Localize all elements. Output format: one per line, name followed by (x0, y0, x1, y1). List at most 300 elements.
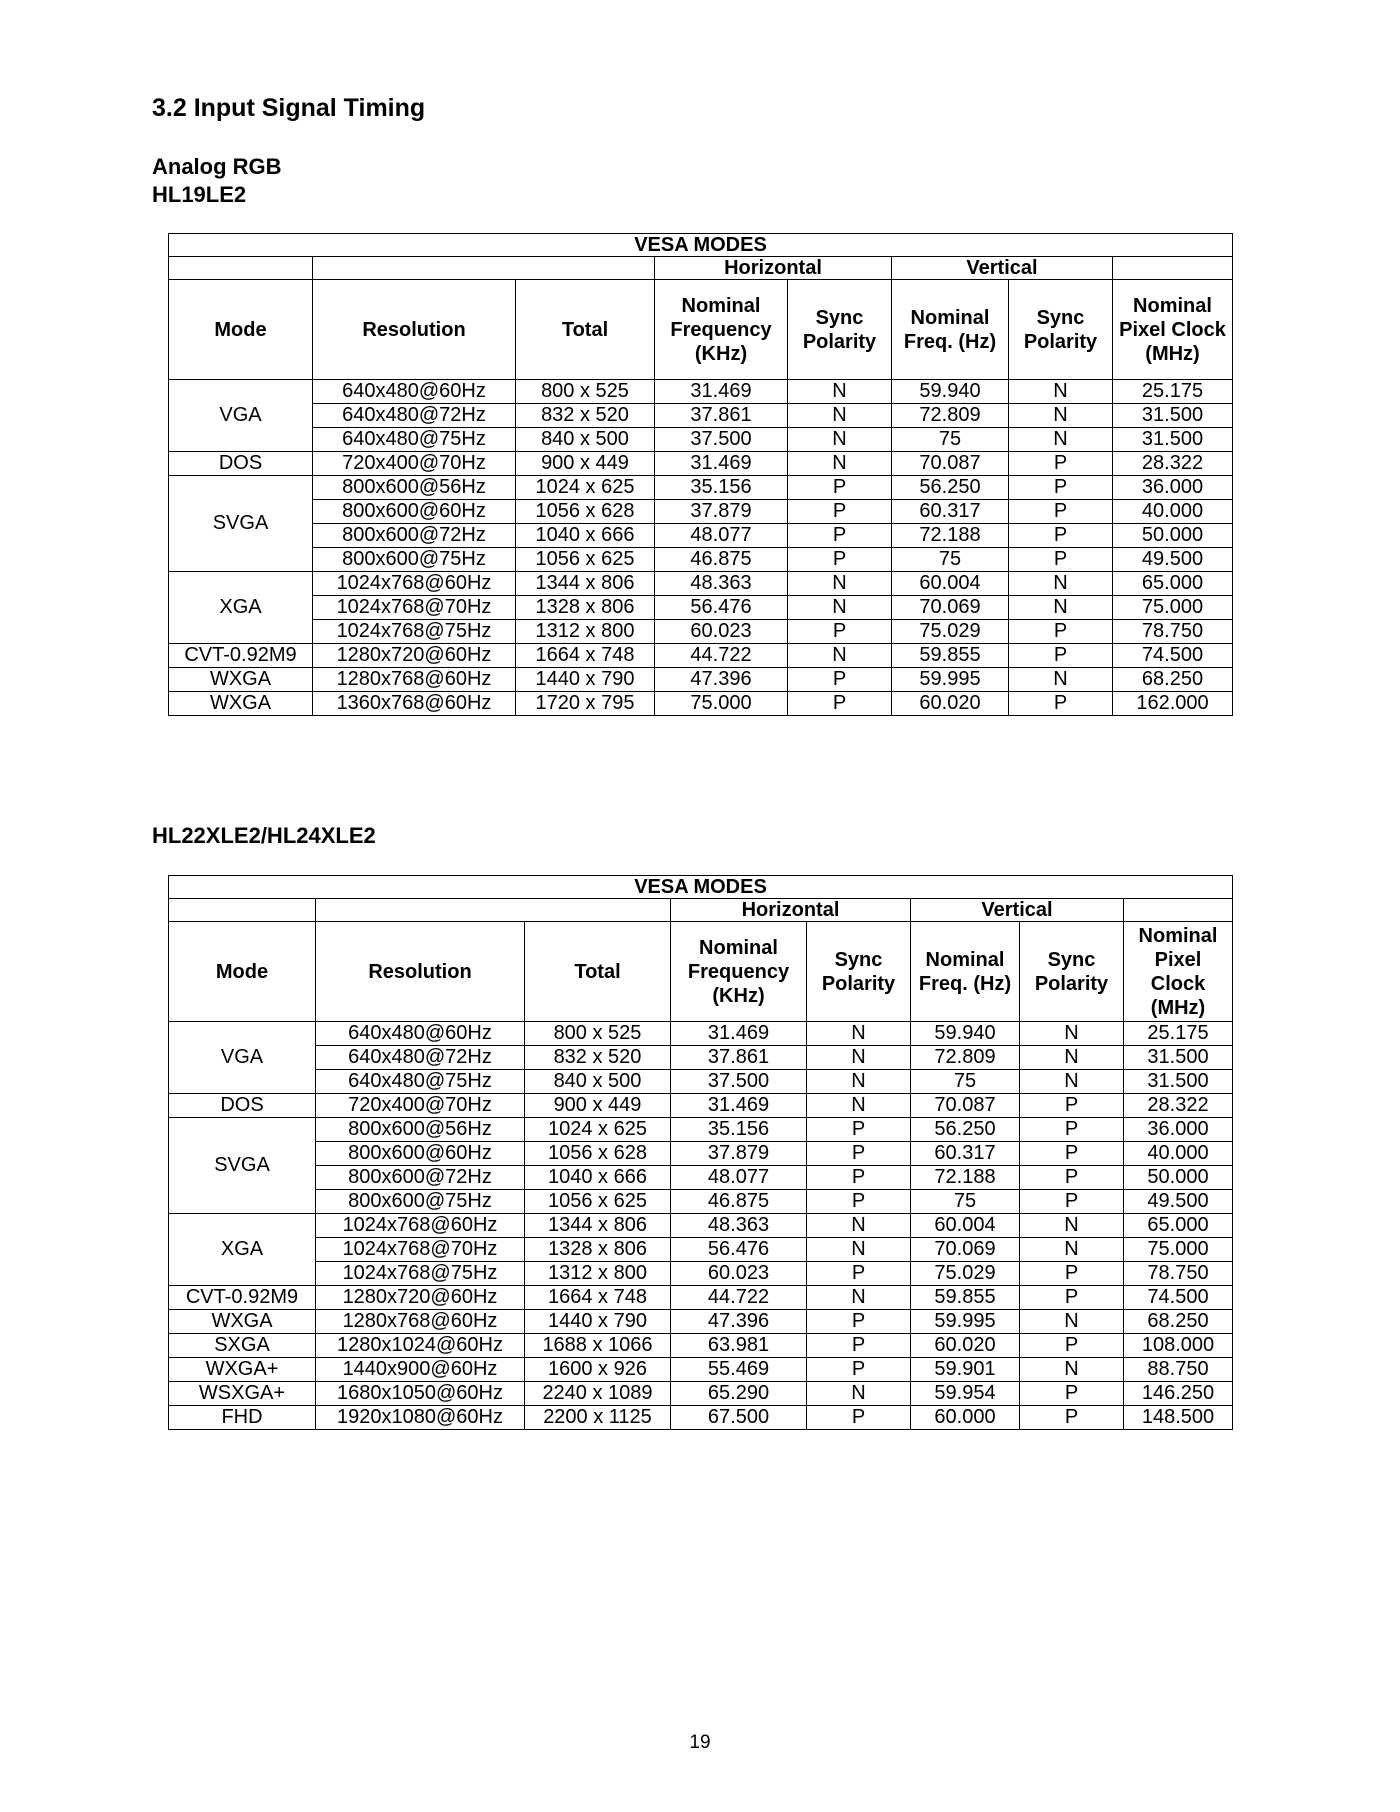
resolution-cell: 1680x1050@60Hz (316, 1382, 525, 1406)
mode-cell: VGA (169, 380, 313, 452)
total-cell: 1344 x 806 (516, 572, 655, 596)
table-row (169, 548, 1233, 572)
resolution-cell: 1280x768@60Hz (313, 668, 516, 692)
table-row (169, 1142, 1233, 1166)
v-frequency-cell: 75 (911, 1190, 1020, 1214)
resolution-column-header: Resolution (313, 280, 516, 380)
h-sync-cell: N (807, 1238, 911, 1262)
v-frequency-cell: 59.954 (911, 1382, 1020, 1406)
resolution-cell: 1024x768@75Hz (313, 620, 516, 644)
pixel-clock-cell: 75.000 (1124, 1238, 1233, 1262)
resolution-cell: 720x400@70Hz (316, 1094, 525, 1118)
v-sync-cell: N (1020, 1022, 1124, 1046)
vertical-group-header: Vertical (892, 257, 1113, 280)
v-frequency-cell: 75.029 (911, 1262, 1020, 1286)
table-row (169, 620, 1233, 644)
empty-header-cell (169, 899, 316, 922)
h-sync-cell: N (788, 404, 892, 428)
v-frequency-cell: 59.995 (911, 1310, 1020, 1334)
table-row (169, 1046, 1233, 1070)
table-row (169, 692, 1233, 716)
v-frequency-cell: 59.901 (911, 1358, 1020, 1382)
v-sync-cell: P (1020, 1382, 1124, 1406)
v-sync-cell: N (1009, 428, 1113, 452)
pixel-clock-cell: 25.175 (1124, 1022, 1233, 1046)
resolution-cell: 1024x768@60Hz (316, 1214, 525, 1238)
v-frequency-cell: 75.029 (892, 620, 1009, 644)
table-row (169, 404, 1233, 428)
table-body (169, 380, 1233, 716)
v-sync-cell: N (1020, 1046, 1124, 1070)
pixel-clock-cell: 28.322 (1113, 452, 1233, 476)
resolution-cell: 640x480@75Hz (313, 428, 516, 452)
signal-type-heading (152, 153, 282, 209)
empty-header-cell (316, 899, 671, 922)
resolution-cell: 800x600@60Hz (316, 1142, 525, 1166)
v-sync-cell: P (1009, 620, 1113, 644)
h-frequency-cell: 48.077 (655, 524, 788, 548)
total-column-header: Total (525, 922, 671, 1022)
total-cell: 800 x 525 (525, 1022, 671, 1046)
v-frequency-cell: 56.250 (892, 476, 1009, 500)
pixel-clock-cell: 40.000 (1113, 500, 1233, 524)
total-cell: 1440 x 790 (525, 1310, 671, 1334)
table-row (169, 1214, 1233, 1238)
resolution-cell: 1024x768@60Hz (313, 572, 516, 596)
resolution-cell: 1280x720@60Hz (316, 1286, 525, 1310)
h-frequency-cell: 44.722 (655, 644, 788, 668)
signal-type-label: Analog RGB (152, 154, 282, 179)
v-frequency-cell: 72.809 (911, 1046, 1020, 1070)
h-sync-cell: N (788, 380, 892, 404)
h-sync-cell: P (807, 1190, 911, 1214)
v-frequency-cell: 75 (892, 548, 1009, 572)
table-row (169, 476, 1233, 500)
v-frequency-column-header: Nominal Freq. (Hz) (892, 280, 1009, 380)
table-row (169, 644, 1233, 668)
table-row (169, 1238, 1233, 1262)
resolution-cell: 800x600@60Hz (313, 500, 516, 524)
v-frequency-cell: 72.188 (911, 1166, 1020, 1190)
h-frequency-cell: 48.363 (671, 1214, 807, 1238)
h-frequency-column-header: Nominal Frequency (KHz) (655, 280, 788, 380)
v-sync-column-header: Sync Polarity (1009, 280, 1113, 380)
table-row (169, 428, 1233, 452)
pixel-clock-cell: 36.000 (1124, 1118, 1233, 1142)
resolution-cell: 1920x1080@60Hz (316, 1406, 525, 1430)
total-cell: 1024 x 625 (525, 1118, 671, 1142)
pixel-clock-cell: 108.000 (1124, 1334, 1233, 1358)
mode-cell: WSXGA+ (169, 1382, 316, 1406)
mode-column-header: Mode (169, 280, 313, 380)
v-frequency-cell: 60.317 (892, 500, 1009, 524)
model-name-1: HL19LE2 (152, 182, 247, 207)
resolution-cell: 1024x768@70Hz (313, 596, 516, 620)
h-frequency-cell: 37.500 (655, 428, 788, 452)
h-frequency-cell: 35.156 (655, 476, 788, 500)
pixel-clock-cell: 31.500 (1113, 404, 1233, 428)
mode-cell: SVGA (169, 476, 313, 572)
total-cell: 840 x 500 (525, 1070, 671, 1094)
total-cell: 1056 x 628 (525, 1142, 671, 1166)
h-sync-cell: P (807, 1166, 911, 1190)
h-sync-cell: P (788, 524, 892, 548)
v-frequency-cell: 70.069 (892, 596, 1009, 620)
h-frequency-cell: 37.879 (655, 500, 788, 524)
pixel-clock-cell: 31.500 (1124, 1070, 1233, 1094)
mode-cell: CVT-0.92M9 (169, 1286, 316, 1310)
v-sync-cell: N (1020, 1214, 1124, 1238)
v-sync-cell: N (1020, 1310, 1124, 1334)
v-frequency-cell: 59.855 (911, 1286, 1020, 1310)
pixel-clock-cell: 146.250 (1124, 1382, 1233, 1406)
table-row (169, 668, 1233, 692)
total-cell: 1024 x 625 (516, 476, 655, 500)
resolution-cell: 800x600@56Hz (316, 1118, 525, 1142)
h-frequency-cell: 65.290 (671, 1382, 807, 1406)
total-cell: 1664 x 748 (516, 644, 655, 668)
pixel-clock-cell: 88.750 (1124, 1358, 1233, 1382)
table-row (169, 500, 1233, 524)
table-row (169, 452, 1233, 476)
resolution-cell: 800x600@56Hz (313, 476, 516, 500)
v-sync-cell: P (1009, 452, 1113, 476)
h-frequency-cell: 67.500 (671, 1406, 807, 1430)
v-frequency-cell: 72.188 (892, 524, 1009, 548)
pixel-clock-cell: 68.250 (1113, 668, 1233, 692)
v-sync-cell: N (1009, 572, 1113, 596)
v-sync-cell: N (1009, 380, 1113, 404)
h-sync-cell: P (807, 1142, 911, 1166)
resolution-cell: 1024x768@70Hz (316, 1238, 525, 1262)
h-sync-cell: P (807, 1358, 911, 1382)
h-sync-cell: N (788, 452, 892, 476)
horizontal-group-header: Horizontal (655, 257, 892, 280)
mode-cell: FHD (169, 1406, 316, 1430)
h-frequency-cell: 47.396 (655, 668, 788, 692)
h-frequency-cell: 31.469 (655, 380, 788, 404)
v-frequency-cell: 70.087 (911, 1094, 1020, 1118)
h-frequency-column-header: Nominal Frequency (KHz) (671, 922, 807, 1022)
h-frequency-cell: 55.469 (671, 1358, 807, 1382)
empty-header-cell (313, 257, 655, 280)
h-frequency-cell: 63.981 (671, 1334, 807, 1358)
resolution-cell: 1280x1024@60Hz (316, 1334, 525, 1358)
resolution-cell: 1024x768@75Hz (316, 1262, 525, 1286)
page-number: 19 (689, 1732, 711, 1753)
pixel-clock-cell: 75.000 (1113, 596, 1233, 620)
table-row (169, 1358, 1233, 1382)
pixel-clock-cell: 74.500 (1113, 644, 1233, 668)
h-sync-cell: N (807, 1070, 911, 1094)
table-row (169, 1286, 1233, 1310)
pixel-clock-cell: 78.750 (1113, 620, 1233, 644)
v-sync-cell: P (1009, 500, 1113, 524)
h-frequency-cell: 75.000 (655, 692, 788, 716)
v-sync-cell: P (1020, 1094, 1124, 1118)
v-sync-cell: N (1020, 1238, 1124, 1262)
h-sync-cell: P (807, 1334, 911, 1358)
h-sync-cell: N (807, 1094, 911, 1118)
v-sync-cell: P (1009, 644, 1113, 668)
pixel-clock-cell: 31.500 (1124, 1046, 1233, 1070)
vesa-timing-table-1 (168, 233, 1233, 716)
table-row (169, 1166, 1233, 1190)
mode-cell: VGA (169, 1022, 316, 1094)
pixel-clock-cell: 68.250 (1124, 1310, 1233, 1334)
model-name-2: HL22XLE2/HL24XLE2 (152, 823, 376, 848)
resolution-cell: 720x400@70Hz (313, 452, 516, 476)
v-frequency-cell: 59.995 (892, 668, 1009, 692)
h-frequency-cell: 60.023 (655, 620, 788, 644)
v-sync-column-header: Sync Polarity (1020, 922, 1124, 1022)
h-frequency-cell: 46.875 (671, 1190, 807, 1214)
total-cell: 1440 x 790 (516, 668, 655, 692)
pixel-clock-cell: 65.000 (1124, 1214, 1233, 1238)
total-cell: 1056 x 628 (516, 500, 655, 524)
total-cell: 1312 x 800 (516, 620, 655, 644)
empty-header-cell (1124, 899, 1233, 922)
resolution-cell: 1280x768@60Hz (316, 1310, 525, 1334)
total-column-header: Total (516, 280, 655, 380)
section-title: 3.2 Input Signal Timing (152, 94, 426, 122)
h-sync-cell: P (788, 500, 892, 524)
v-sync-cell: P (1020, 1334, 1124, 1358)
horizontal-group-header: Horizontal (671, 899, 911, 922)
resolution-cell: 640x480@60Hz (313, 380, 516, 404)
h-sync-cell: N (788, 596, 892, 620)
h-frequency-cell: 31.469 (671, 1022, 807, 1046)
h-frequency-cell: 46.875 (655, 548, 788, 572)
h-sync-cell: N (788, 644, 892, 668)
v-frequency-cell: 60.020 (892, 692, 1009, 716)
v-sync-cell: P (1009, 692, 1113, 716)
table-row (169, 380, 1233, 404)
pixel-clock-cell: 74.500 (1124, 1286, 1233, 1310)
v-frequency-cell: 70.069 (911, 1238, 1020, 1262)
table-row (169, 1262, 1233, 1286)
total-cell: 900 x 449 (516, 452, 655, 476)
v-sync-cell: P (1020, 1118, 1124, 1142)
v-sync-cell: N (1020, 1358, 1124, 1382)
h-sync-cell: N (807, 1046, 911, 1070)
total-cell: 1328 x 806 (525, 1238, 671, 1262)
resolution-cell: 800x600@72Hz (313, 524, 516, 548)
pixel-clock-cell: 162.000 (1113, 692, 1233, 716)
mode-cell: SVGA (169, 1118, 316, 1214)
table-row (169, 1310, 1233, 1334)
total-cell: 800 x 525 (516, 380, 655, 404)
resolution-cell: 800x600@72Hz (316, 1166, 525, 1190)
empty-header-cell (1113, 257, 1233, 280)
v-sync-cell: P (1009, 476, 1113, 500)
pixel-clock-cell: 50.000 (1124, 1166, 1233, 1190)
total-cell: 1056 x 625 (525, 1190, 671, 1214)
total-cell: 832 x 520 (516, 404, 655, 428)
table-row (169, 1070, 1233, 1094)
mode-cell: SXGA (169, 1334, 316, 1358)
v-frequency-column-header: Nominal Freq. (Hz) (911, 922, 1020, 1022)
mode-cell: WXGA+ (169, 1358, 316, 1382)
total-cell: 1040 x 666 (516, 524, 655, 548)
total-cell: 1720 x 795 (516, 692, 655, 716)
resolution-cell: 640x480@72Hz (316, 1046, 525, 1070)
h-sync-cell: N (807, 1214, 911, 1238)
resolution-cell: 640x480@60Hz (316, 1022, 525, 1046)
resolution-cell: 1440x900@60Hz (316, 1358, 525, 1382)
mode-cell: DOS (169, 1094, 316, 1118)
pixel-clock-cell: 78.750 (1124, 1262, 1233, 1286)
table-row (169, 596, 1233, 620)
h-frequency-cell: 56.476 (655, 596, 788, 620)
total-cell: 1344 x 806 (525, 1214, 671, 1238)
v-sync-cell: N (1009, 404, 1113, 428)
resolution-cell: 640x480@72Hz (313, 404, 516, 428)
table-body (169, 1022, 1233, 1430)
h-frequency-cell: 37.861 (671, 1046, 807, 1070)
h-sync-cell: N (807, 1286, 911, 1310)
h-frequency-cell: 47.396 (671, 1310, 807, 1334)
resolution-cell: 800x600@75Hz (316, 1190, 525, 1214)
total-cell: 2240 x 1089 (525, 1382, 671, 1406)
total-cell: 900 x 449 (525, 1094, 671, 1118)
mode-cell: DOS (169, 452, 313, 476)
h-frequency-cell: 35.156 (671, 1118, 807, 1142)
pixel-clock-cell: 65.000 (1113, 572, 1233, 596)
h-sync-cell: P (788, 476, 892, 500)
v-sync-cell: P (1020, 1166, 1124, 1190)
h-sync-column-header: Sync Polarity (788, 280, 892, 380)
mode-cell: WXGA (169, 692, 313, 716)
mode-cell: WXGA (169, 668, 313, 692)
total-cell: 1664 x 748 (525, 1286, 671, 1310)
v-sync-cell: N (1009, 596, 1113, 620)
total-cell: 840 x 500 (516, 428, 655, 452)
h-sync-cell: N (788, 572, 892, 596)
pixel-clock-cell: 148.500 (1124, 1406, 1233, 1430)
h-frequency-cell: 37.861 (655, 404, 788, 428)
pixel-clock-cell: 50.000 (1113, 524, 1233, 548)
v-frequency-cell: 75 (911, 1070, 1020, 1094)
h-sync-cell: N (788, 428, 892, 452)
v-frequency-cell: 60.020 (911, 1334, 1020, 1358)
h-sync-cell: P (807, 1262, 911, 1286)
vesa-timing-table-2 (168, 875, 1233, 1430)
resolution-cell: 800x600@75Hz (313, 548, 516, 572)
h-frequency-cell: 60.023 (671, 1262, 807, 1286)
vesa-modes-header: VESA MODES (169, 234, 1233, 257)
table-row (169, 1190, 1233, 1214)
resolution-cell: 1280x720@60Hz (313, 644, 516, 668)
v-frequency-cell: 60.317 (911, 1142, 1020, 1166)
h-sync-cell: P (807, 1406, 911, 1430)
pixel-clock-cell: 49.500 (1113, 548, 1233, 572)
h-sync-cell: N (807, 1022, 911, 1046)
mode-column-header: Mode (169, 922, 316, 1022)
total-cell: 1312 x 800 (525, 1262, 671, 1286)
pixel-clock-cell: 31.500 (1113, 428, 1233, 452)
h-frequency-cell: 31.469 (655, 452, 788, 476)
v-sync-cell: P (1020, 1142, 1124, 1166)
v-sync-cell: P (1020, 1286, 1124, 1310)
total-cell: 2200 x 1125 (525, 1406, 671, 1430)
v-frequency-cell: 59.940 (911, 1022, 1020, 1046)
h-frequency-cell: 31.469 (671, 1094, 807, 1118)
h-frequency-cell: 56.476 (671, 1238, 807, 1262)
h-frequency-cell: 44.722 (671, 1286, 807, 1310)
pixel-clock-cell: 28.322 (1124, 1094, 1233, 1118)
v-sync-cell: P (1009, 524, 1113, 548)
table-row (169, 1334, 1233, 1358)
v-frequency-cell: 59.855 (892, 644, 1009, 668)
h-sync-cell: N (807, 1382, 911, 1406)
table-row (169, 1118, 1233, 1142)
total-cell: 1056 x 625 (516, 548, 655, 572)
resolution-cell: 640x480@75Hz (316, 1070, 525, 1094)
v-frequency-cell: 60.004 (911, 1214, 1020, 1238)
pixel-clock-column-header: Nominal Pixel Clock (MHz) (1113, 280, 1233, 380)
h-sync-column-header: Sync Polarity (807, 922, 911, 1022)
vertical-group-header: Vertical (911, 899, 1124, 922)
vesa-modes-header: VESA MODES (169, 876, 1233, 899)
table-row (169, 1382, 1233, 1406)
v-frequency-cell: 60.000 (911, 1406, 1020, 1430)
mode-cell: XGA (169, 572, 313, 644)
v-sync-cell: N (1020, 1070, 1124, 1094)
pixel-clock-cell: 36.000 (1113, 476, 1233, 500)
h-sync-cell: P (788, 668, 892, 692)
total-cell: 1688 x 1066 (525, 1334, 671, 1358)
v-frequency-cell: 75 (892, 428, 1009, 452)
mode-cell: CVT-0.92M9 (169, 644, 313, 668)
resolution-cell: 1360x768@60Hz (313, 692, 516, 716)
v-frequency-cell: 59.940 (892, 380, 1009, 404)
v-frequency-cell: 70.087 (892, 452, 1009, 476)
v-sync-cell: P (1020, 1406, 1124, 1430)
h-sync-cell: P (807, 1310, 911, 1334)
resolution-column-header: Resolution (316, 922, 525, 1022)
v-frequency-cell: 72.809 (892, 404, 1009, 428)
v-frequency-cell: 60.004 (892, 572, 1009, 596)
v-frequency-cell: 56.250 (911, 1118, 1020, 1142)
empty-header-cell (169, 257, 313, 280)
h-frequency-cell: 48.077 (671, 1166, 807, 1190)
mode-cell: WXGA (169, 1310, 316, 1334)
h-sync-cell: P (807, 1118, 911, 1142)
table-row (169, 572, 1233, 596)
table-row (169, 1406, 1233, 1430)
v-sync-cell: N (1009, 668, 1113, 692)
pixel-clock-cell: 40.000 (1124, 1142, 1233, 1166)
mode-cell: XGA (169, 1214, 316, 1286)
table-row (169, 1094, 1233, 1118)
h-frequency-cell: 48.363 (655, 572, 788, 596)
pixel-clock-cell: 49.500 (1124, 1190, 1233, 1214)
h-frequency-cell: 37.879 (671, 1142, 807, 1166)
h-frequency-cell: 37.500 (671, 1070, 807, 1094)
v-sync-cell: P (1020, 1262, 1124, 1286)
h-sync-cell: P (788, 620, 892, 644)
pixel-clock-cell: 25.175 (1113, 380, 1233, 404)
pixel-clock-column-header: Nominal Pixel Clock (MHz) (1124, 922, 1233, 1022)
total-cell: 1040 x 666 (525, 1166, 671, 1190)
total-cell: 1328 x 806 (516, 596, 655, 620)
v-sync-cell: P (1009, 548, 1113, 572)
h-sync-cell: P (788, 548, 892, 572)
v-sync-cell: P (1020, 1190, 1124, 1214)
table-row (169, 1022, 1233, 1046)
total-cell: 1600 x 926 (525, 1358, 671, 1382)
